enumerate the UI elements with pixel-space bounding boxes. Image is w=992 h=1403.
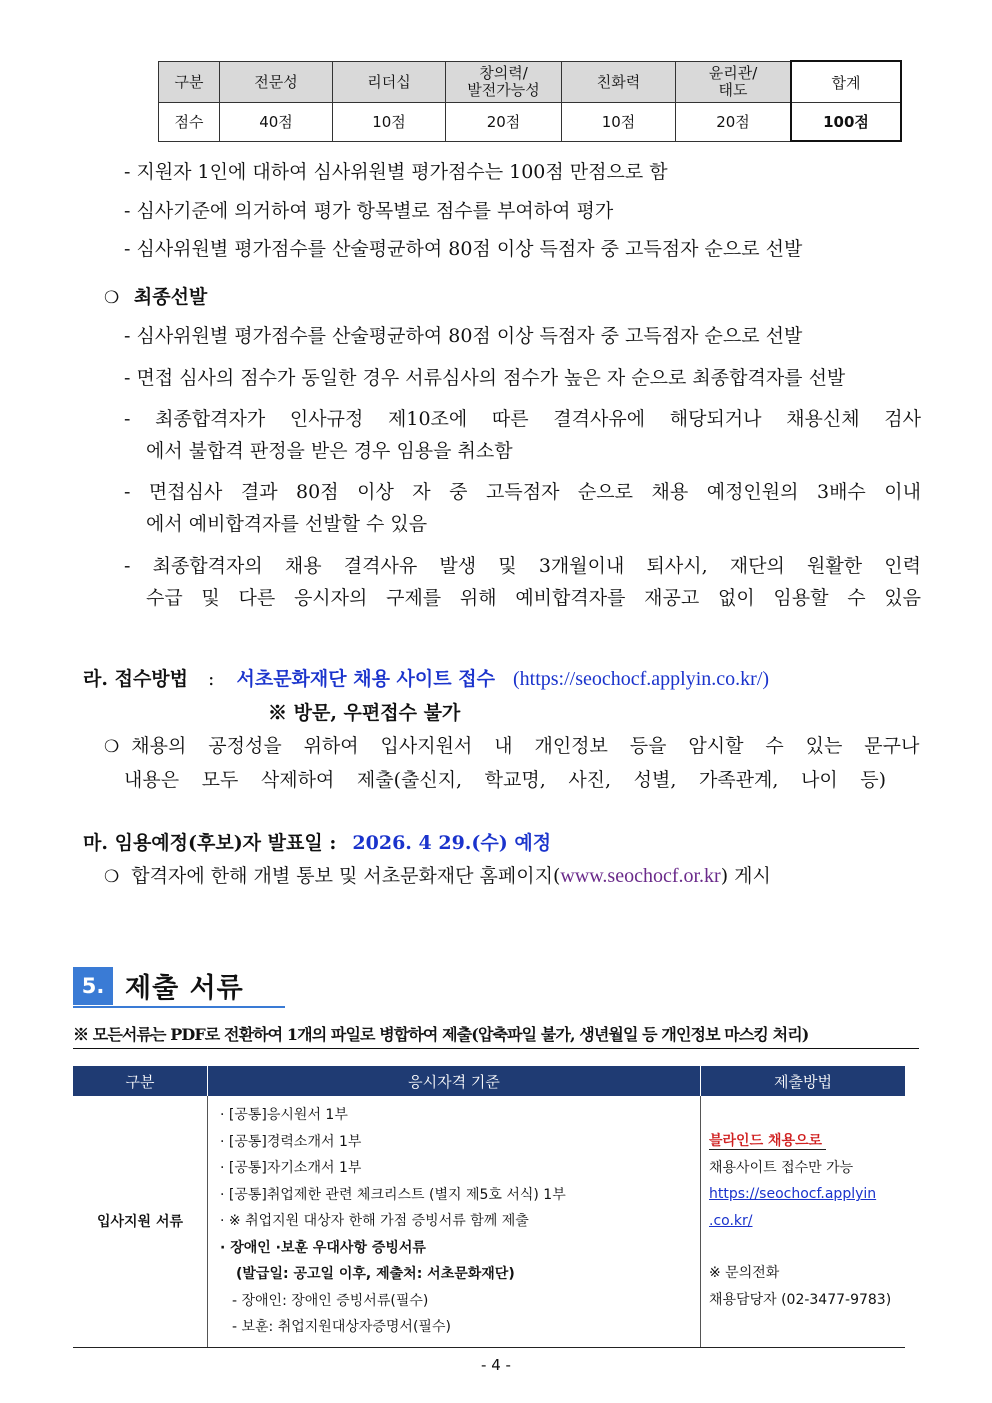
documents-table xyxy=(73,1066,905,1348)
announce-desc: 합격자에 한해 개별 통보 및 서초문화재단 홈페이지( xyxy=(131,865,561,887)
documents-requirements xyxy=(208,1096,701,1347)
criteria-bullet: - 심사기준에 의거하여 평가 항목별로 점수를 부여하여 평가 xyxy=(124,200,614,222)
requirement-item: · [공통]취업제한 관련 체크리스트 (별지 제5호 서식) 1부 xyxy=(220,1186,566,1203)
method-url-link[interactable]: https://seochocf.applyin xyxy=(709,1186,877,1202)
circle-bullet-icon: ❍ xyxy=(104,867,120,887)
preference-subtitle: (발급일: 공고일 이후, 제출처: 서초문화재단) xyxy=(236,1266,515,1282)
documents-header-cell: 제출방법 xyxy=(701,1066,906,1096)
score-table xyxy=(158,60,902,142)
receipt-desc-continued: 내용은 모두 삭제하여 제출(출신지, 학교명, 사진, 성별, 가족관계, 나이 등) xyxy=(124,769,886,791)
preference-item: - 장애인: 장애인 증빙서류(필수) xyxy=(232,1292,429,1309)
section-number: 5. xyxy=(81,974,105,998)
score-header-cell xyxy=(446,61,562,103)
documents-category: 입사지원 서류 xyxy=(73,1096,208,1347)
score-header-cell: 리더십 xyxy=(333,61,446,103)
preference-item: - 보훈: 취업지원대상자증명서(필수) xyxy=(232,1319,451,1335)
announce-label: 마. 임용예정(후보)자 발표일 : xyxy=(83,832,337,854)
score-header-total: 합계 xyxy=(791,61,901,103)
documents-header-cell: 응시자격 기준 xyxy=(208,1066,701,1096)
preference-title: · 장애인 ·보훈 우대사항 증빙서류 xyxy=(220,1239,426,1256)
score-total-cell: 100점 xyxy=(791,103,901,142)
receipt-label: 라. 접수방법 xyxy=(83,668,188,690)
receipt-desc: 채용의 공정성을 위하여 입사지원서 내 개인정보 등을 암시할 수 있는 문구나 xyxy=(131,735,920,757)
score-header-cell: 전문성 xyxy=(220,61,333,103)
final-item-continued: 에서 예비합격자를 선발할 수 있음 xyxy=(146,513,428,535)
score-header-cell: 친화력 xyxy=(562,61,676,103)
score-cell: 40점 xyxy=(220,103,333,142)
score-cell: 10점 xyxy=(562,103,676,142)
method-url-link-continued[interactable]: .co.kr/ xyxy=(709,1212,753,1229)
final-selection-title: 최종선발 xyxy=(133,286,208,308)
homepage-link[interactable]: www.seochocf.or.kr xyxy=(560,865,721,887)
page-number: - 4 - xyxy=(481,1356,511,1374)
criteria-bullet: - 지원자 1인에 대하여 심사위원별 평가점수는 100점 만점으로 함 xyxy=(124,161,668,183)
requirement-item: · ※ 취업지원 대상자 한해 가점 증빙서류 함께 제출 xyxy=(220,1213,529,1229)
final-item: - 최종합격자의 채용 결격사유 발생 및 3개월이내 퇴사시, 재단의 원활한 인력 xyxy=(124,555,921,577)
receipt-method: 서초문화재단 채용 사이트 접수 xyxy=(236,668,495,690)
method-red-wrap xyxy=(709,1128,897,1155)
section-title: 제출 서류 xyxy=(125,973,244,1004)
final-item-continued: 에서 불합격 판정을 받은 경우 임용을 취소함 xyxy=(146,440,513,462)
final-selection-heading xyxy=(104,281,207,315)
score-cell: 20점 xyxy=(446,103,562,142)
documents-header-cell: 구분 xyxy=(73,1066,208,1096)
score-header-cell: 구분 xyxy=(159,61,220,103)
method-blind-notice: 블라인드 채용으로 xyxy=(709,1133,826,1150)
score-cell: 점수 xyxy=(159,103,220,142)
final-item: - 심사위원별 평가점수를 산술평균하여 80점 이상 득점자 중 고득점자 순으로 선발 xyxy=(124,325,803,347)
documents-header-row xyxy=(73,1066,905,1096)
method-text: 채용사이트 접수만 가능 xyxy=(709,1159,854,1176)
final-item-continued: 수급 및 다른 응시자의 구제를 위해 예비합격자를 재공고 없이 임용할 수 있음 xyxy=(146,587,921,609)
final-item: - 최종합격자가 인사규정 제10조에 따른 결격사유에 해당되거나 채용신체 검사 xyxy=(124,408,921,430)
final-item: - 면접 심사의 점수가 동일한 경우 서류심사의 점수가 높은 자 순으로 최종합격자를 선발 xyxy=(124,367,846,389)
documents-method xyxy=(701,1096,906,1347)
section-underline xyxy=(73,1006,285,1008)
circle-bullet-icon: ❍ xyxy=(104,737,120,757)
score-header-two-line: 윤리관/ 태도 xyxy=(708,63,758,99)
announce-desc-line xyxy=(104,860,771,894)
receipt-note: ※ 방문, 우편접수 불가 xyxy=(268,702,461,724)
score-cell: 20점 xyxy=(676,103,792,142)
criteria-bullet: - 심사위원별 평가점수를 산술평균하여 80점 이상 득점자 중 고득점자 순으로 선발 xyxy=(124,238,803,260)
score-header-cell xyxy=(676,61,792,103)
contact-label: ※ 문의전화 xyxy=(709,1265,780,1281)
announce-date: 2026. 4 29.(수) 예정 xyxy=(352,832,552,854)
score-cell: 10점 xyxy=(333,103,446,142)
receipt-desc-line xyxy=(104,730,922,764)
section-note: ※ 모든서류는 PDF로 전환하여 1개의 파일로 병합하여 제출(압축파일 불가, 생년월일 등 개인정보 마스킹 처리) xyxy=(73,1022,919,1049)
receipt-url-link[interactable]: (https://seochocf.applyin.co.kr/) xyxy=(513,668,770,690)
section-number-box xyxy=(73,967,113,1005)
score-table-header-row xyxy=(159,61,902,103)
score-header-two-line: 창의력/ 발전가능성 xyxy=(467,63,540,99)
requirement-item: · [공통]자기소개서 1부 xyxy=(220,1160,362,1176)
circle-bullet-icon: ❍ xyxy=(104,288,120,308)
receipt-method-line xyxy=(83,663,923,696)
receipt-colon: : xyxy=(208,668,215,690)
requirement-item: · [공통]응시원서 1부 xyxy=(220,1107,348,1123)
contact-info: 채용담당자 (02-3477-9783) xyxy=(709,1291,892,1308)
score-table-row xyxy=(159,103,902,142)
requirement-item: · [공통]경력소개서 1부 xyxy=(220,1133,362,1150)
announce-desc-end: ) 게시 xyxy=(720,865,771,887)
announce-line xyxy=(83,827,551,860)
final-item: - 면접심사 결과 80점 이상 자 중 고득점자 순으로 채용 예정인원의 3배수 이내 xyxy=(124,481,921,503)
documents-row xyxy=(73,1096,905,1347)
